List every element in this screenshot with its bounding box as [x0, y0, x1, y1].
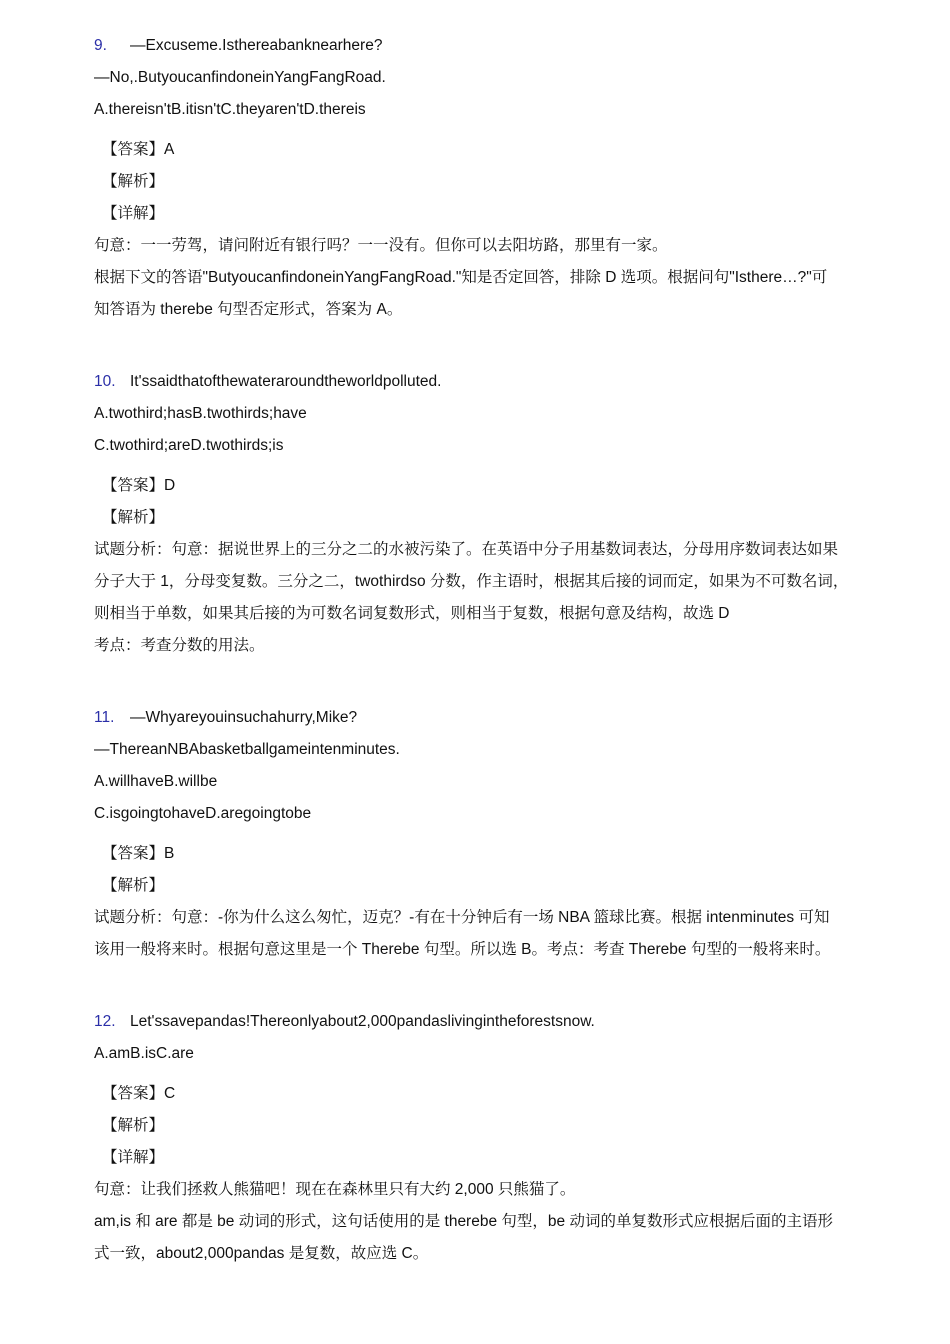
explanation-line: 句意：让我们拯救人熊猫吧！现在在森林里只有大约 2,000 只熊猫了。 — [94, 1181, 576, 1198]
question-stem: 11. —Whyareyouinsuchahurry,Mike? — [94, 702, 874, 734]
explanation-line: 考点：考查分数的用法。 — [94, 637, 265, 654]
explanation-line: 式一致，about2,000pandas 是复数，故应选 C。 — [94, 1245, 429, 1262]
question-stem: 9. —Excuseme.Isthereabanknearhere? — [94, 30, 874, 62]
explanation-line: 知答语为 therebe 句型否定形式，答案为 A。 — [94, 301, 403, 318]
question-stem-reply: —ThereanNBAbasketballgameintenminutes. — [94, 741, 400, 758]
answer-label: 【答案】C — [102, 1085, 176, 1102]
question-9 — [94, 30, 874, 326]
question-10 — [94, 366, 874, 662]
question-12 — [94, 1006, 874, 1270]
explanation-line: 该用一般将来时。根据句意这里是一个 Therebe 句型。所以选 B。考点：考查 Therebe 句型的一般将来时。 — [94, 941, 831, 958]
detail-label: 【详解】 — [102, 1149, 165, 1166]
explanation-line: 句意：一一劳驾，请问附近有银行吗？一一没有。但你可以去阳坊路，那里有一家。 — [94, 237, 668, 254]
explanation-line: 根据下文的答语"ButyoucanfindoneinYangFangRoad."知是否定回答，排除 D 选项。根据问句"Isthere…?"可 — [94, 269, 828, 286]
explanation-line: 试题分析：句意：-你为什么这么匆忙，迈克？-有在十分钟后有一场 NBA 篮球比赛。根据 intenminutes 可知 — [94, 909, 830, 926]
question-options: A.twothird;hasB.twothirds;have — [94, 405, 307, 422]
explanation-line: 分子大于 1，分母变复数。三分之二，twothirdso 分数，作主语时，根据其后接的词而定，如果为不可数名词， — [94, 573, 849, 590]
question-number: 10. — [94, 373, 116, 390]
question-options: C.isgoingtohaveD.aregoingtobe — [94, 805, 312, 822]
question-stem-reply: —No,.ButyoucanfindoneinYangFangRoad. — [94, 69, 386, 86]
question-11 — [94, 702, 874, 966]
answer-label: 【答案】A — [102, 141, 175, 158]
analysis-label: 【解析】 — [102, 877, 165, 894]
question-stem: 10. It'ssaidthatofthewateraroundtheworldpolluted. — [94, 366, 874, 398]
explanation-line: 则相当于单数，如果其后接的为可数名词复数形式，则相当于复数，根据句意及结构，故选 D — [94, 605, 730, 622]
question-options: A.thereisn'tB.itisn'tC.theyaren'tD.thereis — [94, 101, 366, 118]
analysis-label: 【解析】 — [102, 1117, 165, 1134]
explanation-line: am,is 和 are 都是 be 动词的形式，这句话使用的是 therebe 句型，be 动词的单复数形式应根据后面的主语形 — [94, 1213, 833, 1230]
detail-label: 【详解】 — [102, 205, 165, 222]
analysis-label: 【解析】 — [102, 509, 165, 526]
answer-label: 【答案】D — [102, 477, 176, 494]
question-number: 9. — [94, 37, 107, 54]
answer-label: 【答案】B — [102, 845, 175, 862]
question-number: 12. — [94, 1013, 116, 1030]
question-options: C.twothird;areD.twothirds;is — [94, 437, 284, 454]
question-number: 11. — [94, 709, 115, 726]
explanation-line: 试题分析：句意：据说世界上的三分之二的水被污染了。在英语中分子用基数词表达，分母用序数词表达如果 — [94, 541, 839, 558]
question-options: A.amB.isC.are — [94, 1045, 194, 1062]
document-page — [94, 30, 874, 1310]
question-options: A.willhaveB.willbe — [94, 773, 218, 790]
question-stem: 12. Let'ssavepandas!Thereonlyabout2,000pandaslivingintheforestsnow. — [94, 1006, 874, 1038]
analysis-label: 【解析】 — [102, 173, 165, 190]
